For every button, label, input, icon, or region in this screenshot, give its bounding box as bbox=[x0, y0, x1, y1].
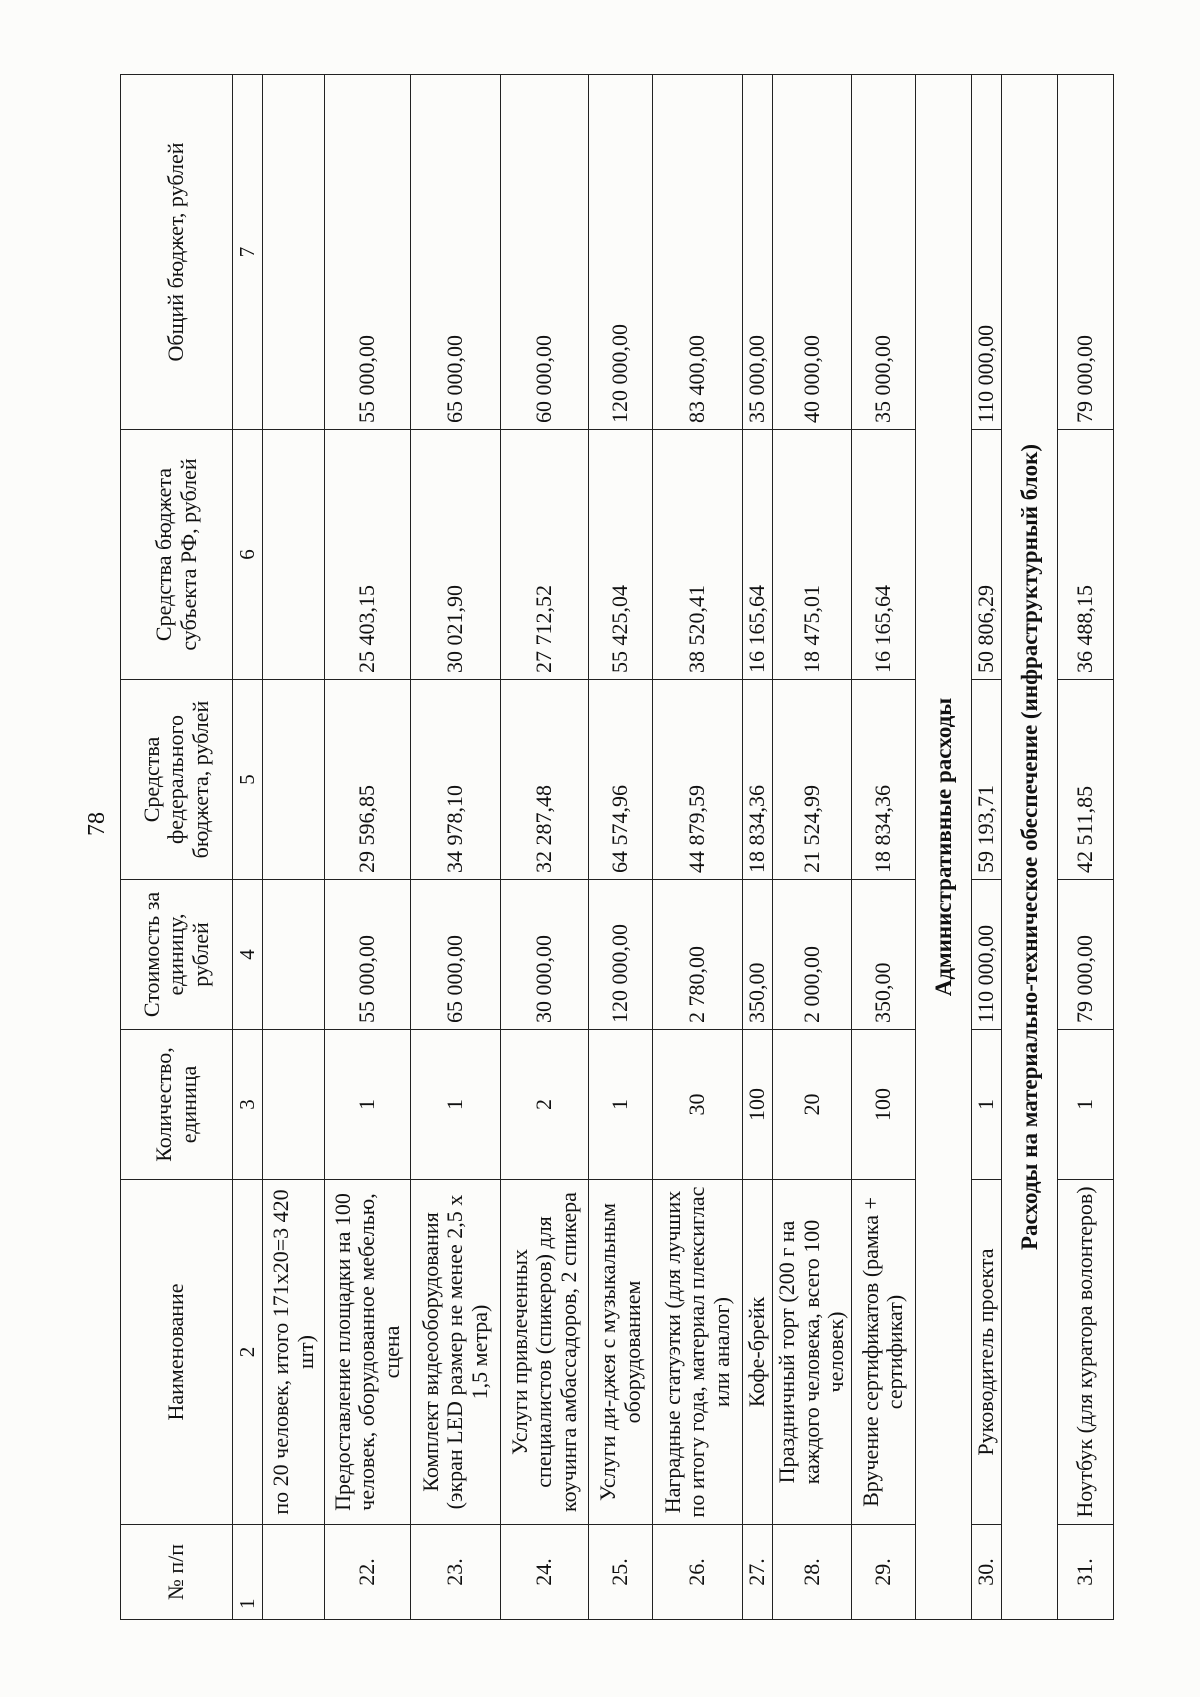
budget-table bbox=[120, 74, 1114, 1620]
table-row bbox=[1057, 75, 1113, 1620]
row-total: 120 000,00 bbox=[589, 75, 653, 430]
row-name: Руководитель проекта bbox=[971, 1180, 1001, 1525]
row-name: Праздничный торт (200 г на каждого человека, всего 100 человек) bbox=[773, 1180, 852, 1525]
row-unit-cost: 2 000,00 bbox=[773, 880, 852, 1030]
column-numbers-row bbox=[233, 75, 263, 1620]
header-total: Общий бюджет, рублей bbox=[121, 75, 233, 430]
row-name: Кофе-брейк bbox=[743, 1180, 773, 1525]
colnum-2: 2 bbox=[233, 1180, 263, 1525]
row-unit-cost: 79 000,00 bbox=[1057, 880, 1113, 1030]
row-unit-cost: 2 780,00 bbox=[653, 880, 743, 1030]
row-name: Услуги привлеченных специалистов (спикеров) для коучинга амбассадоров, 2 спикера bbox=[501, 1180, 589, 1525]
row-quantity: 2 bbox=[501, 1030, 589, 1180]
header-unit-cost: Стоимость за единицу, рублей bbox=[121, 880, 233, 1030]
row-total: 55 000,00 bbox=[325, 75, 411, 430]
continuation-row bbox=[263, 75, 325, 1620]
row-quantity: 100 bbox=[851, 1030, 915, 1180]
section-admin: Административные расходы bbox=[915, 75, 971, 1620]
colnum-5: 5 bbox=[233, 680, 263, 880]
row-name: Предоставление площадки на 100 человек, оборудованное мебелью, сцена bbox=[325, 1180, 411, 1525]
row-quantity: 1 bbox=[325, 1030, 411, 1180]
row-unit-cost: 30 000,00 bbox=[501, 880, 589, 1030]
row-name: Услуги ди-джея с музыкальным оборудованием bbox=[589, 1180, 653, 1525]
row-num: 23. bbox=[411, 1525, 501, 1620]
row-quantity: 1 bbox=[971, 1030, 1001, 1180]
row-num: 25. bbox=[589, 1525, 653, 1620]
row-quantity: 30 bbox=[653, 1030, 743, 1180]
table-row bbox=[411, 75, 501, 1620]
row-regional: 38 520,41 bbox=[653, 430, 743, 680]
table-row bbox=[773, 75, 852, 1620]
row-federal: 42 511,85 bbox=[1057, 680, 1113, 880]
row-num: 27. bbox=[743, 1525, 773, 1620]
row-regional: 25 403,15 bbox=[325, 430, 411, 680]
row-num: 28. bbox=[773, 1525, 852, 1620]
colnum-7: 7 bbox=[233, 75, 263, 430]
row-total: 110 000,00 bbox=[971, 75, 1001, 430]
row-unit-cost: 120 000,00 bbox=[589, 880, 653, 1030]
continuation-text: по 20 человек, итого 171х20=3 420 шт) bbox=[263, 1180, 325, 1525]
section-material-row bbox=[1001, 75, 1057, 1620]
row-name: Ноутбук (для куратора волонтеров) bbox=[1057, 1180, 1113, 1525]
row-regional: 55 425,04 bbox=[589, 430, 653, 680]
rotated-table-wrapper bbox=[120, 75, 1098, 1620]
row-name: Вручение сертификатов (рамка + сертификат) bbox=[851, 1180, 915, 1525]
header-federal: Средства федерального бюджета, рублей bbox=[121, 680, 233, 880]
row-num: 24. bbox=[501, 1525, 589, 1620]
header-row bbox=[121, 75, 233, 1620]
row-total: 83 400,00 bbox=[653, 75, 743, 430]
row-total: 60 000,00 bbox=[501, 75, 589, 430]
row-regional: 50 806,29 bbox=[971, 430, 1001, 680]
row-num: 31. bbox=[1057, 1525, 1113, 1620]
row-federal: 18 834,36 bbox=[743, 680, 773, 880]
table-row bbox=[653, 75, 743, 1620]
table-row bbox=[589, 75, 653, 1620]
row-federal: 29 596,85 bbox=[325, 680, 411, 880]
row-name: Наградные статуэтки (для лучших по итогу года, материал плексиглас или аналог) bbox=[653, 1180, 743, 1525]
row-quantity: 100 bbox=[743, 1030, 773, 1180]
row-total: 40 000,00 bbox=[773, 75, 852, 430]
row-total: 79 000,00 bbox=[1057, 75, 1113, 430]
table-row bbox=[743, 75, 773, 1620]
row-unit-cost: 55 000,00 bbox=[325, 880, 411, 1030]
row-name: Комплект видеооборудования (экран LED размер не менее 2,5 х 1,5 метра) bbox=[411, 1180, 501, 1525]
page-number: 78 bbox=[84, 812, 110, 836]
table-row bbox=[851, 75, 915, 1620]
header-quantity: Количество, единица bbox=[121, 1030, 233, 1180]
colnum-1: 1 bbox=[233, 1525, 263, 1620]
row-regional: 27 712,52 bbox=[501, 430, 589, 680]
row-regional: 18 475,01 bbox=[773, 430, 852, 680]
row-federal: 64 574,96 bbox=[589, 680, 653, 880]
row-federal: 34 978,10 bbox=[411, 680, 501, 880]
row-federal: 44 879,59 bbox=[653, 680, 743, 880]
row-unit-cost: 350,00 bbox=[743, 880, 773, 1030]
row-unit-cost: 65 000,00 bbox=[411, 880, 501, 1030]
table-row bbox=[971, 75, 1001, 1620]
row-unit-cost: 350,00 bbox=[851, 880, 915, 1030]
row-num: 22. bbox=[325, 1525, 411, 1620]
row-federal: 59 193,71 bbox=[971, 680, 1001, 880]
row-unit-cost: 110 000,00 bbox=[971, 880, 1001, 1030]
row-num: 26. bbox=[653, 1525, 743, 1620]
section-admin-row bbox=[915, 75, 971, 1620]
row-total: 35 000,00 bbox=[851, 75, 915, 430]
row-regional: 30 021,90 bbox=[411, 430, 501, 680]
row-regional: 16 165,64 bbox=[851, 430, 915, 680]
row-federal: 21 524,99 bbox=[773, 680, 852, 880]
row-quantity: 1 bbox=[1057, 1030, 1113, 1180]
row-federal: 32 287,48 bbox=[501, 680, 589, 880]
row-federal: 18 834,36 bbox=[851, 680, 915, 880]
colnum-3: 3 bbox=[233, 1030, 263, 1180]
row-regional: 16 165,64 bbox=[743, 430, 773, 680]
row-quantity: 20 bbox=[773, 1030, 852, 1180]
header-regional: Средства бюджета субъекта РФ, рублей bbox=[121, 430, 233, 680]
row-quantity: 1 bbox=[589, 1030, 653, 1180]
table-row bbox=[325, 75, 411, 1620]
colnum-6: 6 bbox=[233, 430, 263, 680]
header-name: Наименование bbox=[121, 1180, 233, 1525]
section-material: Расходы на материально-техническое обеспечение (инфраструктурный блок) bbox=[1001, 75, 1057, 1620]
row-num: 30. bbox=[971, 1525, 1001, 1620]
colnum-4: 4 bbox=[233, 880, 263, 1030]
row-num: 29. bbox=[851, 1525, 915, 1620]
row-total: 35 000,00 bbox=[743, 75, 773, 430]
row-regional: 36 488,15 bbox=[1057, 430, 1113, 680]
table-row bbox=[501, 75, 589, 1620]
row-total: 65 000,00 bbox=[411, 75, 501, 430]
header-num: № п/п bbox=[121, 1525, 233, 1620]
row-quantity: 1 bbox=[411, 1030, 501, 1180]
table-body bbox=[233, 75, 1114, 1620]
